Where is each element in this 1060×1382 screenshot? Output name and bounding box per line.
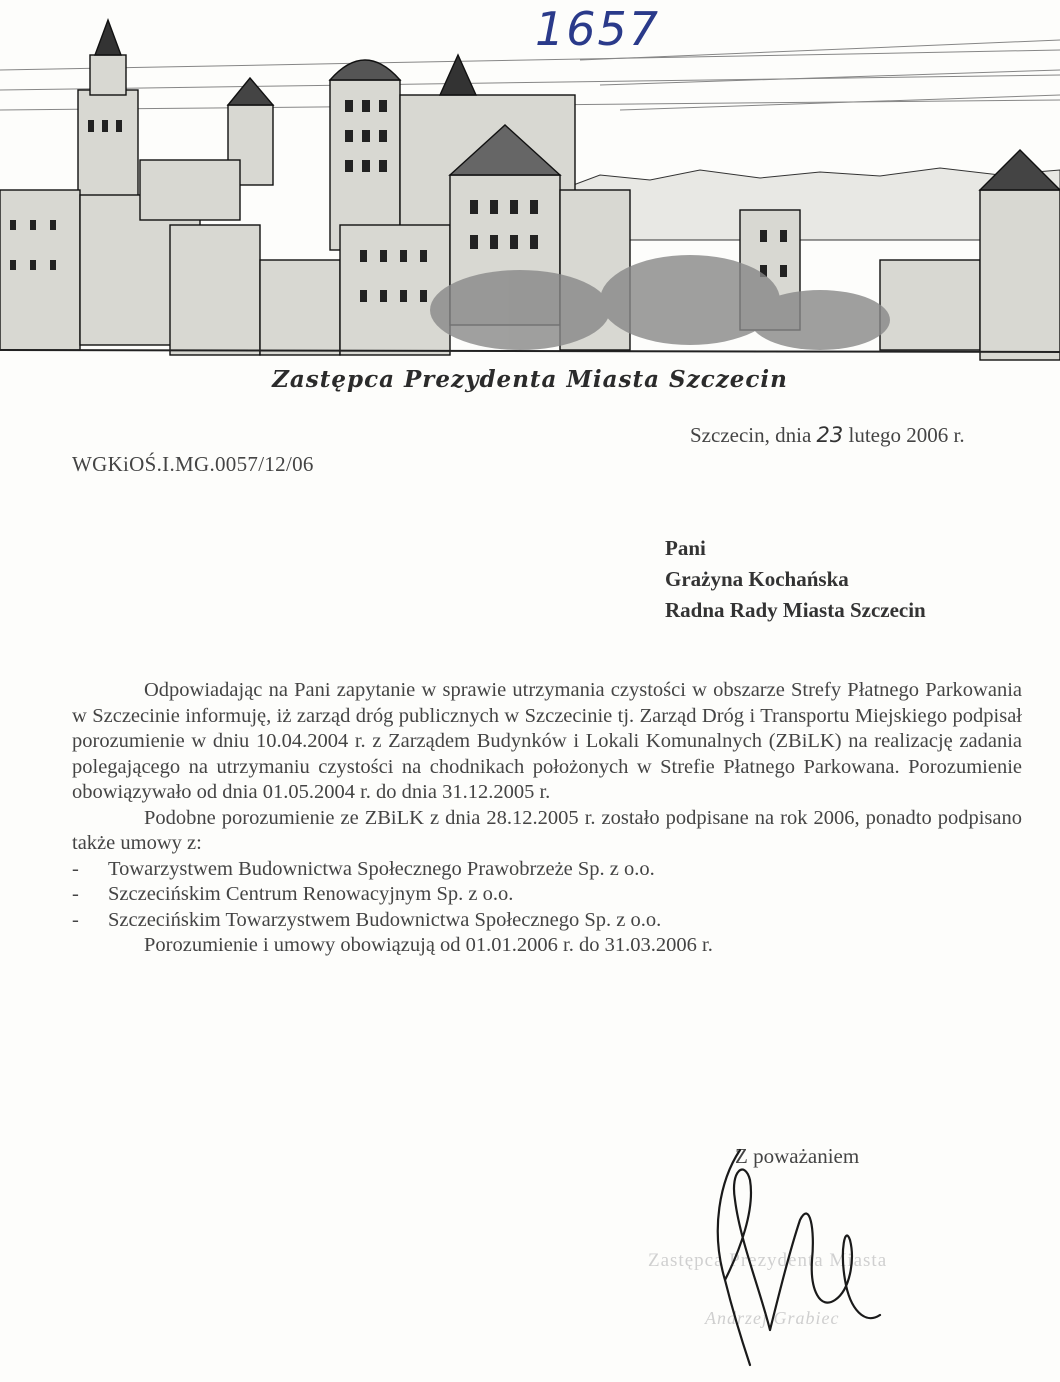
szczecin-skyline-illustration (0, 0, 1060, 365)
recipient-title: Radna Rady Miasta Szczecin (665, 598, 926, 622)
stamp-title: Zastępca Prezydenta Miasta (648, 1250, 888, 1271)
letterhead-title: Zastępca Prezydenta Miasta Szczecin (272, 366, 788, 393)
list-item: - Szczecińskim Centrum Renowacyjnym Sp. z o.o. (72, 882, 1022, 908)
handwritten-document-number: 1657 (535, 2, 661, 56)
recipient-block (665, 533, 926, 626)
list-bullet: - (72, 857, 79, 880)
date-prefix: Szczecin, dnia (690, 423, 817, 447)
list-bullet: - (72, 908, 79, 931)
recipient-salutation: Pani (665, 536, 706, 560)
reference-number: WGKiOŚ.I.MG.0057/12/06 (72, 452, 314, 476)
list-item: - Szczecińskim Towarzystwem Budownictwa Społecznego Sp. z o.o. (72, 908, 1022, 934)
body-paragraph-3: Porozumienie i umowy obowiązują od 01.01.2006 r. do 31.03.2006 r. (144, 934, 713, 956)
agreements-list (72, 857, 1022, 934)
handwritten-signature (700, 1140, 920, 1370)
letter-body (72, 678, 1022, 959)
date-line (690, 423, 965, 448)
list-item: - Towarzystwem Budownictwa Społecznego Prawobrzeże Sp. z o.o. (72, 857, 1022, 883)
date-day: 23 (816, 423, 844, 447)
list-bullet: - (72, 883, 79, 905)
date-suffix: lutego 2006 r. (843, 423, 965, 447)
stamp-name: Andrzej Grabiec (705, 1308, 840, 1328)
body-paragraph-1: Odpowiadając na Pani zapytanie w sprawie utrzymania czystości w obszarze Strefy Płatnego Parkowania w Szczecinie informuję, iż zarząd dróg publicznych w Szczecinie tj. Zarząd Dróg i Transportu Miejskiego podpisał porozumienie w dniu 10.04.2004 r. z Zarządem Budynków i Lokali Komunalnych (ZBiLK) na realizację zadania polegającego na utrzymaniu czystości na chodnikach położonych w Strefie Płatnego Parkowana. Porozumienie obowiązywało od dnia 01.05.2004 r. do dnia 31.12.2005 r. (72, 679, 1022, 803)
closing-salutation: Z poważaniem (735, 1144, 860, 1168)
recipient-name: Grażyna Kochańska (665, 567, 849, 591)
body-paragraph-2: Podobne porozumienie ze ZBiLK z dnia 28.12.2005 r. zostało podpisane na rok 2006, ponadto podpisano także umowy z: (72, 806, 1022, 854)
